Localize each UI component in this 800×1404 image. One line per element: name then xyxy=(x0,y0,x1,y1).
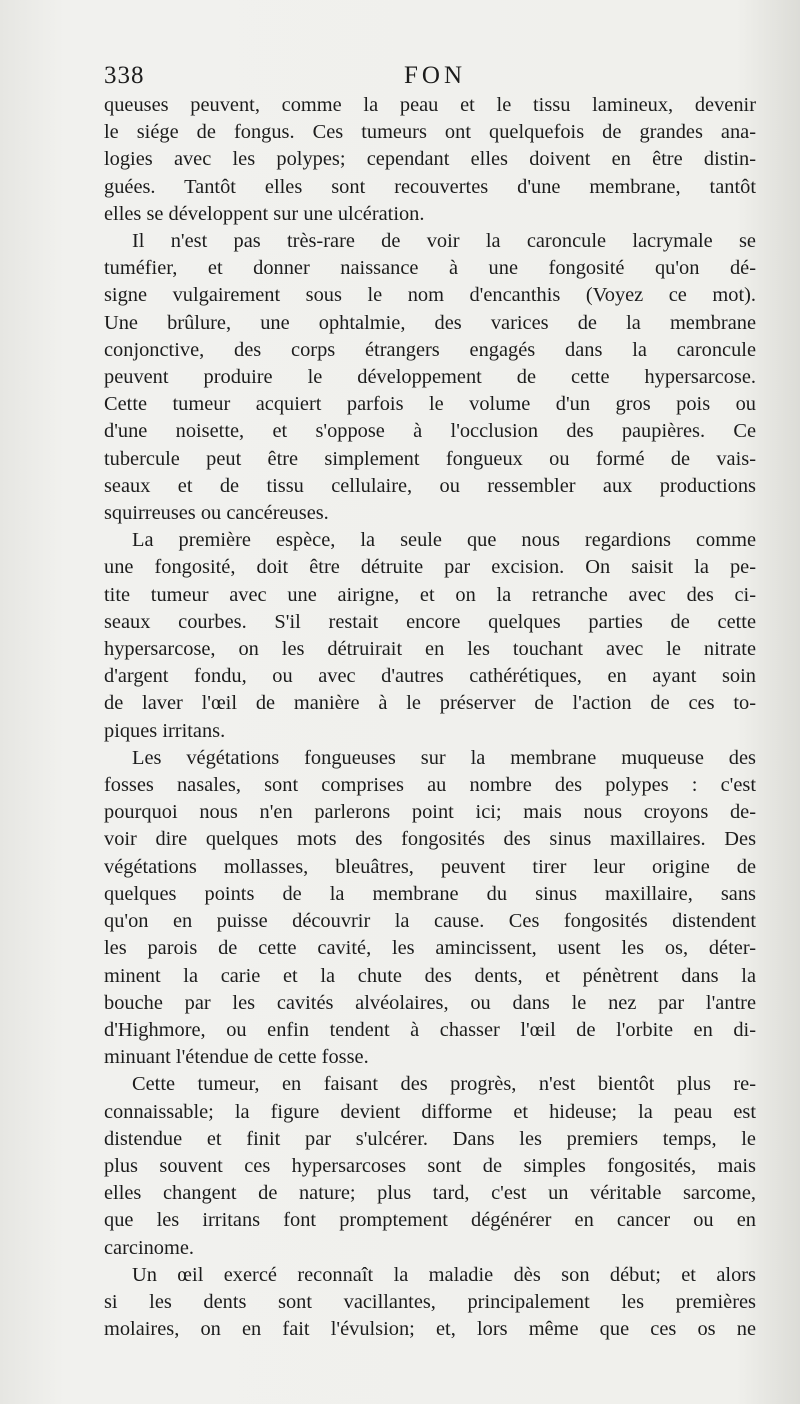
text-line: si les dents sont vacillantes, principalement les premières xyxy=(104,1290,756,1313)
text-line: queuses peuvent, comme la peau et le tissu lamineux, devenir xyxy=(104,94,756,116)
text-line: les parois de cette cavité, les amincissent, usent les os, déter- xyxy=(104,937,756,960)
text-line: Les végétations fongueuses sur la membrane muqueuse des xyxy=(132,746,756,769)
text-line: voir dire quelques mots des fongosités des sinus maxillaires. Des xyxy=(104,828,756,851)
text-line: carcinome. xyxy=(104,1236,195,1259)
page-number: 338 xyxy=(104,62,145,89)
text-line: Cette tumeur, en faisant des progrès, n'est bientôt plus re- xyxy=(132,1073,756,1096)
text-line: végétations mollasses, bleuâtres, peuvent tirer leur origine de xyxy=(104,855,756,878)
text-line: squirreuses ou cancéreuses. xyxy=(104,502,329,525)
text-line: qu'on en puisse découvrir la cause. Ces fongosités distendent xyxy=(104,910,756,933)
text-line: plus souvent ces hypersarcoses sont de simples fongosités, mais xyxy=(104,1154,756,1177)
text-line: signe vulgairement sous le nom d'encanthis (Voyez ce mot). xyxy=(104,284,756,307)
paragraph xyxy=(104,1262,756,1344)
text-line: guées. Tantôt elles sont recouvertes d'une membrane, tantôt xyxy=(104,175,756,198)
text-line: connaissable; la figure devient difforme et hideuse; la peau est xyxy=(104,1100,756,1123)
text-line: distendue et finit par s'ulcérer. Dans les premiers temps, le xyxy=(104,1127,756,1150)
text-line: piques irritans. xyxy=(104,719,226,742)
text-line: pourquoi nous n'en parlerons point ici; mais nous croyons de- xyxy=(104,801,756,824)
text-line: peuvent produire le développement de cette hypersarcose. xyxy=(104,366,756,389)
text-line: elles changent de nature; plus tard, c'est un véritable sarcome, xyxy=(104,1182,756,1205)
text-line: tite tumeur avec une airigne, et on la retranche avec des ci- xyxy=(104,583,756,606)
text-line: bouche par les cavités alvéolaires, ou dans le nez par l'antre xyxy=(104,991,756,1014)
text-line: La première espèce, la seule que nous regardions comme xyxy=(132,529,756,552)
running-head: FON xyxy=(404,62,467,89)
text-line: d'une noisette, et s'oppose à l'occlusion des paupières. Ce xyxy=(104,420,756,443)
text-line: le siége de fongus. Ces tumeurs ont quelquefois de grandes ana- xyxy=(104,121,756,144)
text-line: conjonctive, des corps étrangers engagés dans la caroncule xyxy=(104,338,756,361)
text-line: seaux courbes. S'il restait encore quelques parties de cette xyxy=(104,610,756,633)
body-text xyxy=(104,92,756,1343)
text-line: fosses nasales, sont comprises au nombre des polypes : c'est xyxy=(104,774,756,797)
text-line: molaires, on en fait l'évulsion; et, lors même que ces os ne xyxy=(104,1318,756,1341)
paragraph xyxy=(104,92,756,228)
text-line: tubercule peut être simplement fongueux ou formé de vais- xyxy=(104,447,756,470)
text-line: elles se développent sur une ulcération. xyxy=(104,202,425,225)
text-line: seaux et de tissu cellulaire, ou ressembler aux productions xyxy=(104,474,756,497)
text-line: logies avec les polypes; cependant elles doivent en être distin- xyxy=(104,148,756,171)
text-line: hypersarcose, on les détruirait en les touchant avec le nitrate xyxy=(104,638,756,661)
paragraph xyxy=(104,527,756,745)
paragraph xyxy=(104,1071,756,1261)
text-line: d'argent fondu, ou avec d'autres cathérétiques, en ayant soin xyxy=(104,665,756,688)
text-line: que les irritans font promptement dégénérer en cancer ou en xyxy=(104,1209,756,1232)
text-line: minuant l'étendue de cette fosse. xyxy=(104,1046,369,1069)
text-line: Il n'est pas très-rare de voir la caroncule lacrymale se xyxy=(132,230,756,253)
text-line: de laver l'œil de manière à le préserver de l'action de ces to- xyxy=(104,692,756,715)
text-line: minent la carie et la chute des dents, et pénètrent dans la xyxy=(104,964,756,987)
paragraph xyxy=(104,745,756,1071)
paragraph xyxy=(104,228,756,527)
text-line: Un œil exercé reconnaît la maladie dès son début; et alors xyxy=(132,1263,756,1286)
text-line: quelques points de la membrane du sinus maxillaire, sans xyxy=(104,882,756,905)
text-line: tuméfier, et donner naissance à une fongosité qu'on dé- xyxy=(104,257,756,280)
text-line: une fongosité, doit être détruite par excision. On saisit la pe- xyxy=(104,556,756,579)
page-header xyxy=(104,52,756,92)
text-line: Cette tumeur acquiert parfois le volume d'un gros pois ou xyxy=(104,393,756,416)
text-line: Une brûlure, une ophtalmie, des varices de la membrane xyxy=(104,311,756,334)
text-line: d'Highmore, ou enfin tendent à chasser l'œil de l'orbite en di- xyxy=(104,1018,756,1041)
